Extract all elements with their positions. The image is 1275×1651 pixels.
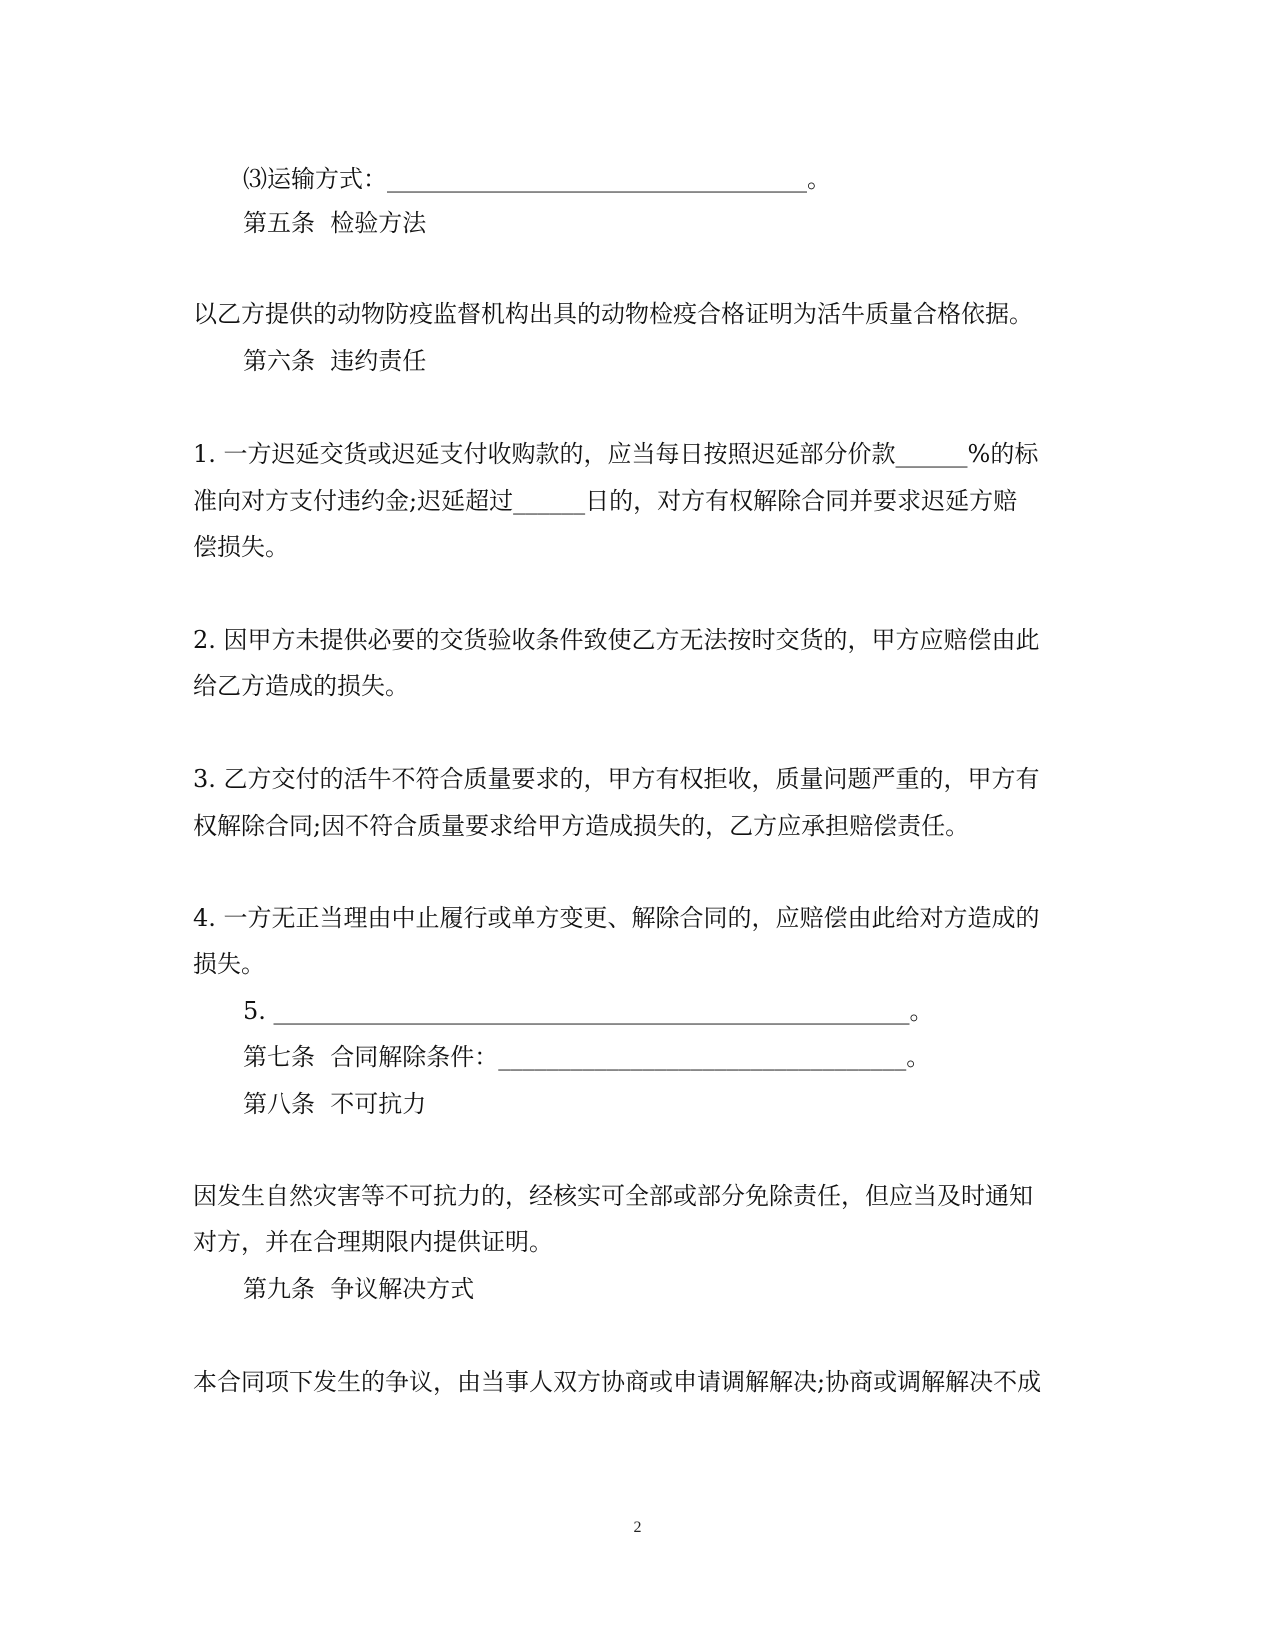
dispute-resolution-line-1: 本合同项下发生的争议，由当事人双方协商或申请调解解决;协商或调解解决不成 [193,1368,1042,1396]
inspection-method-text: 以乙方提供的动物防疫监督机构出具的动物检疫合格证明为活牛质量合格依据。 [193,300,1033,328]
breach-clause-three-line-1: 3. 乙方交付的活牛不符合质量要求的，甲方有权拒收，质量问题严重的，甲方有 [193,765,1040,793]
force-majeure-line-2: 对方，并在合理期限内提供证明。 [193,1228,553,1256]
transport-method-line: ⑶运输方式：___________________________________。 [243,165,831,193]
breach-clause-three-line-2: 权解除合同;因不符合质量要求给甲方造成损失的，乙方应承担赔偿责任。 [193,812,970,840]
breach-clause-four-line-2: 损失。 [193,950,265,978]
breach-clause-two-line-1: 2. 因甲方未提供必要的交货验收条件致使乙方无法按时交货的，甲方应赔偿由此 [193,626,1040,654]
breach-clause-five-line: 5. _____________________________________________________。 [243,997,934,1025]
breach-clause-one-line-1: 1. 一方迟延交货或迟延支付收购款的，应当每日按照迟延部分价款______%的标 [193,440,1039,468]
force-majeure-line-1: 因发生自然灾害等不可抗力的，经核实可全部或部分免除责任，但应当及时通知 [193,1182,1033,1210]
breach-clause-one-line-3: 偿损失。 [193,533,289,561]
breach-clause-four-line-1: 4. 一方无正当理由中止履行或单方变更、解除合同的，应赔偿由此给对方造成的 [193,904,1040,932]
article-seven-line: 第七条 合同解除条件：__________________________________。 [243,1043,931,1071]
article-nine-heading: 第九条 争议解决方式 [243,1275,475,1303]
breach-clause-two-line-2: 给乙方造成的损失。 [193,672,409,700]
page-number: 2 [633,1519,642,1536]
breach-clause-one-line-2: 准向对方支付违约金;迟延超过______日的，对方有权解除合同并要求迟延方赔 [193,487,1018,515]
article-six-heading: 第六条 违约责任 [243,347,427,375]
article-eight-heading: 第八条 不可抗力 [243,1090,427,1118]
article-five-heading: 第五条 检验方法 [243,209,427,237]
